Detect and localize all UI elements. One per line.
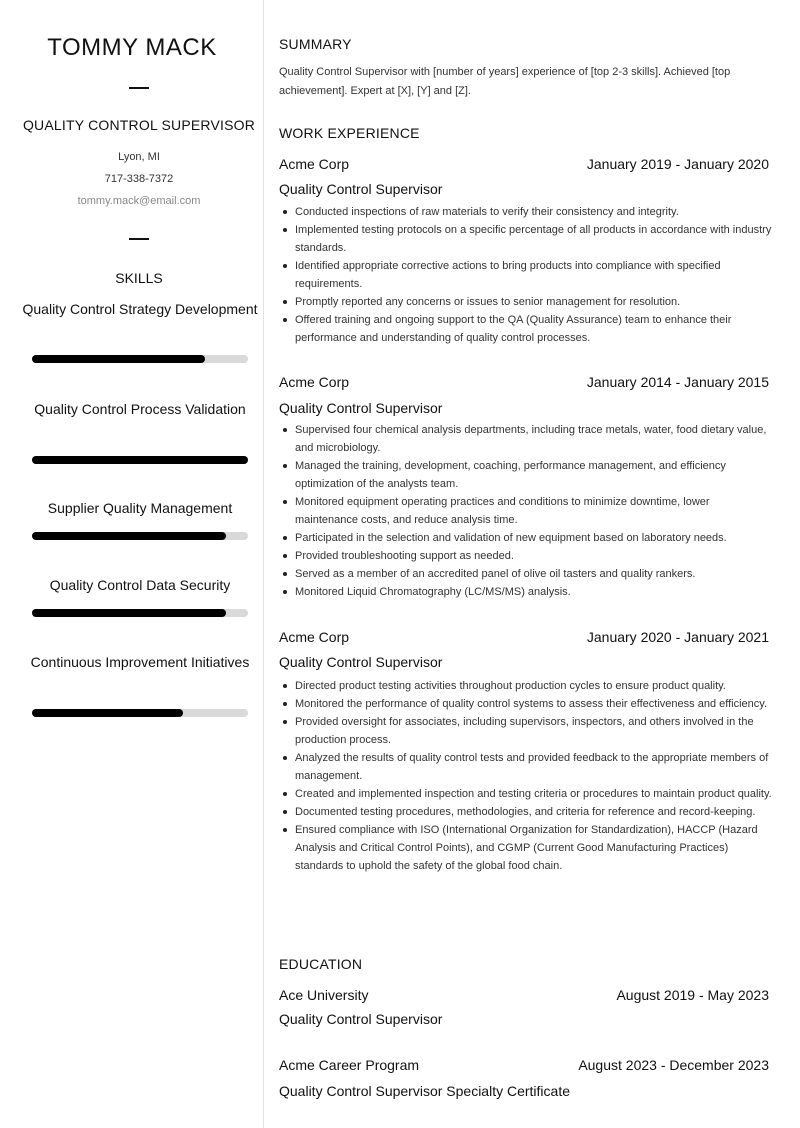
edu-dates: August 2023 - December 2023 <box>578 1057 769 1073</box>
list-item: Promptly reported any concerns or issues to senior management for resolution. <box>295 293 775 311</box>
edu-school: Acme Career Program <box>279 1057 420 1073</box>
list-item: Identified appropriate corrective actions to bring products into compliance with specified requirements. <box>295 257 775 293</box>
location: Lyon, MI <box>118 151 160 163</box>
job-title: Quality Control Supervisor <box>279 654 443 670</box>
job-dates: January 2014 - January 2015 <box>586 374 769 390</box>
list-item: Provided troubleshooting support as needed. <box>295 547 775 565</box>
skills-heading: SKILLS <box>115 270 163 286</box>
edu-degree: Quality Control Supervisor <box>279 1011 443 1027</box>
job-company: Acme Corp <box>279 374 350 390</box>
list-item: Served as a member of an accredited panel of olive oil tasters and quality rankers. <box>295 565 775 583</box>
job-company: Acme Corp <box>279 629 350 645</box>
list-item: Monitored the performance of quality control systems to assess their effectiveness and efficiency. <box>295 695 775 713</box>
job-bullets <box>279 421 775 601</box>
skill-name: Quality Control Process Validation <box>34 401 246 417</box>
skill-level-bar <box>32 709 248 717</box>
skill-level-bar <box>32 456 248 464</box>
list-item: Supervised four chemical analysis departments, including trace metals, water, food dietary value, and microbiology. <box>295 421 775 457</box>
edu-school: Ace University <box>279 987 369 1003</box>
education-heading: EDUCATION <box>279 956 363 972</box>
skill-level-fill <box>32 456 248 464</box>
divider <box>129 238 149 240</box>
skill-name: Supplier Quality Management <box>47 500 233 516</box>
skill-level-bar <box>32 532 248 540</box>
list-item: Implemented testing protocols on a specific percentage of all products in accordance with industry standards. <box>295 221 775 257</box>
list-item: Provided oversight for associates, including supervisors, inspectors, and others involved in the production process. <box>295 713 775 749</box>
job-bullets <box>279 203 775 347</box>
job-dates: January 2020 - January 2021 <box>586 629 769 645</box>
job-bullets <box>279 677 775 875</box>
email[interactable]: tommy.mack@email.com <box>77 195 201 207</box>
edu-degree: Quality Control Supervisor Specialty Certificate <box>279 1083 571 1099</box>
candidate-name: TOMMY MACK <box>47 34 217 61</box>
list-item: Offered training and ongoing support to the QA (Quality Assurance) team to enhance their performance and understanding of quality control processes. <box>295 311 775 347</box>
skill-level-fill <box>32 532 226 540</box>
job-company: Acme Corp <box>279 156 350 172</box>
skill-name: Quality Control Data Security <box>49 577 231 593</box>
list-item: Participated in the selection and validation of new equipment based on laboratory needs. <box>295 529 775 547</box>
skill-level-fill <box>32 709 183 717</box>
phone: 717-338-7372 <box>104 173 174 185</box>
list-item: Monitored Liquid Chromatography (LC/MS/MS) analysis. <box>295 583 775 601</box>
skill-level-fill <box>32 355 205 363</box>
job-title: Quality Control Supervisor <box>279 400 443 416</box>
list-item: Monitored equipment operating practices and conditions to minimize downtime, lower maintenance costs, and reduce analysis time. <box>295 493 775 529</box>
list-item: Directed product testing activities throughout production cycles to ensure product quality. <box>295 677 775 695</box>
list-item: Documented testing procedures, methodologies, and criteria for reference and record-keeping. <box>295 803 775 821</box>
divider <box>129 87 149 89</box>
experience-heading: WORK EXPERIENCE <box>279 125 420 141</box>
candidate-role: QUALITY CONTROL SUPERVISOR <box>22 117 256 133</box>
list-item: Analyzed the results of quality control tests and provided feedback to the appropriate members of management. <box>295 749 775 785</box>
skill-level-bar <box>32 355 248 363</box>
summary-text: Quality Control Supervisor with [number of years] experience of [top 2-3 skills]. Achieved [top achievement]. Expert at [X], [Y] and [Z]. <box>279 66 731 97</box>
skill-name: Quality Control Strategy Development <box>22 301 258 317</box>
sidebar <box>0 0 264 1128</box>
summary-heading: SUMMARY <box>279 36 352 52</box>
skill-level-fill <box>32 609 226 617</box>
list-item: Managed the training, development, coaching, performance management, and efficiency optimization of the analysts team. <box>295 457 775 493</box>
list-item: Ensured compliance with ISO (International Organization for Standardization), HACCP (Hazard Analysis and Critical Control Points), and CGMP (Current Good Manufacturing Practices) standards to uphold the safety of the global food chain. <box>295 821 775 875</box>
list-item: Conducted inspections of raw materials to verify their consistency and integrity. <box>295 203 775 221</box>
skill-name: Continuous Improvement Initiatives <box>30 654 250 670</box>
list-item: Created and implemented inspection and testing criteria or procedures to maintain product quality. <box>295 785 775 803</box>
edu-dates: August 2019 - May 2023 <box>616 987 769 1003</box>
skill-level-bar <box>32 609 248 617</box>
job-title: Quality Control Supervisor <box>279 181 443 197</box>
job-dates: January 2019 - January 2020 <box>586 156 769 172</box>
